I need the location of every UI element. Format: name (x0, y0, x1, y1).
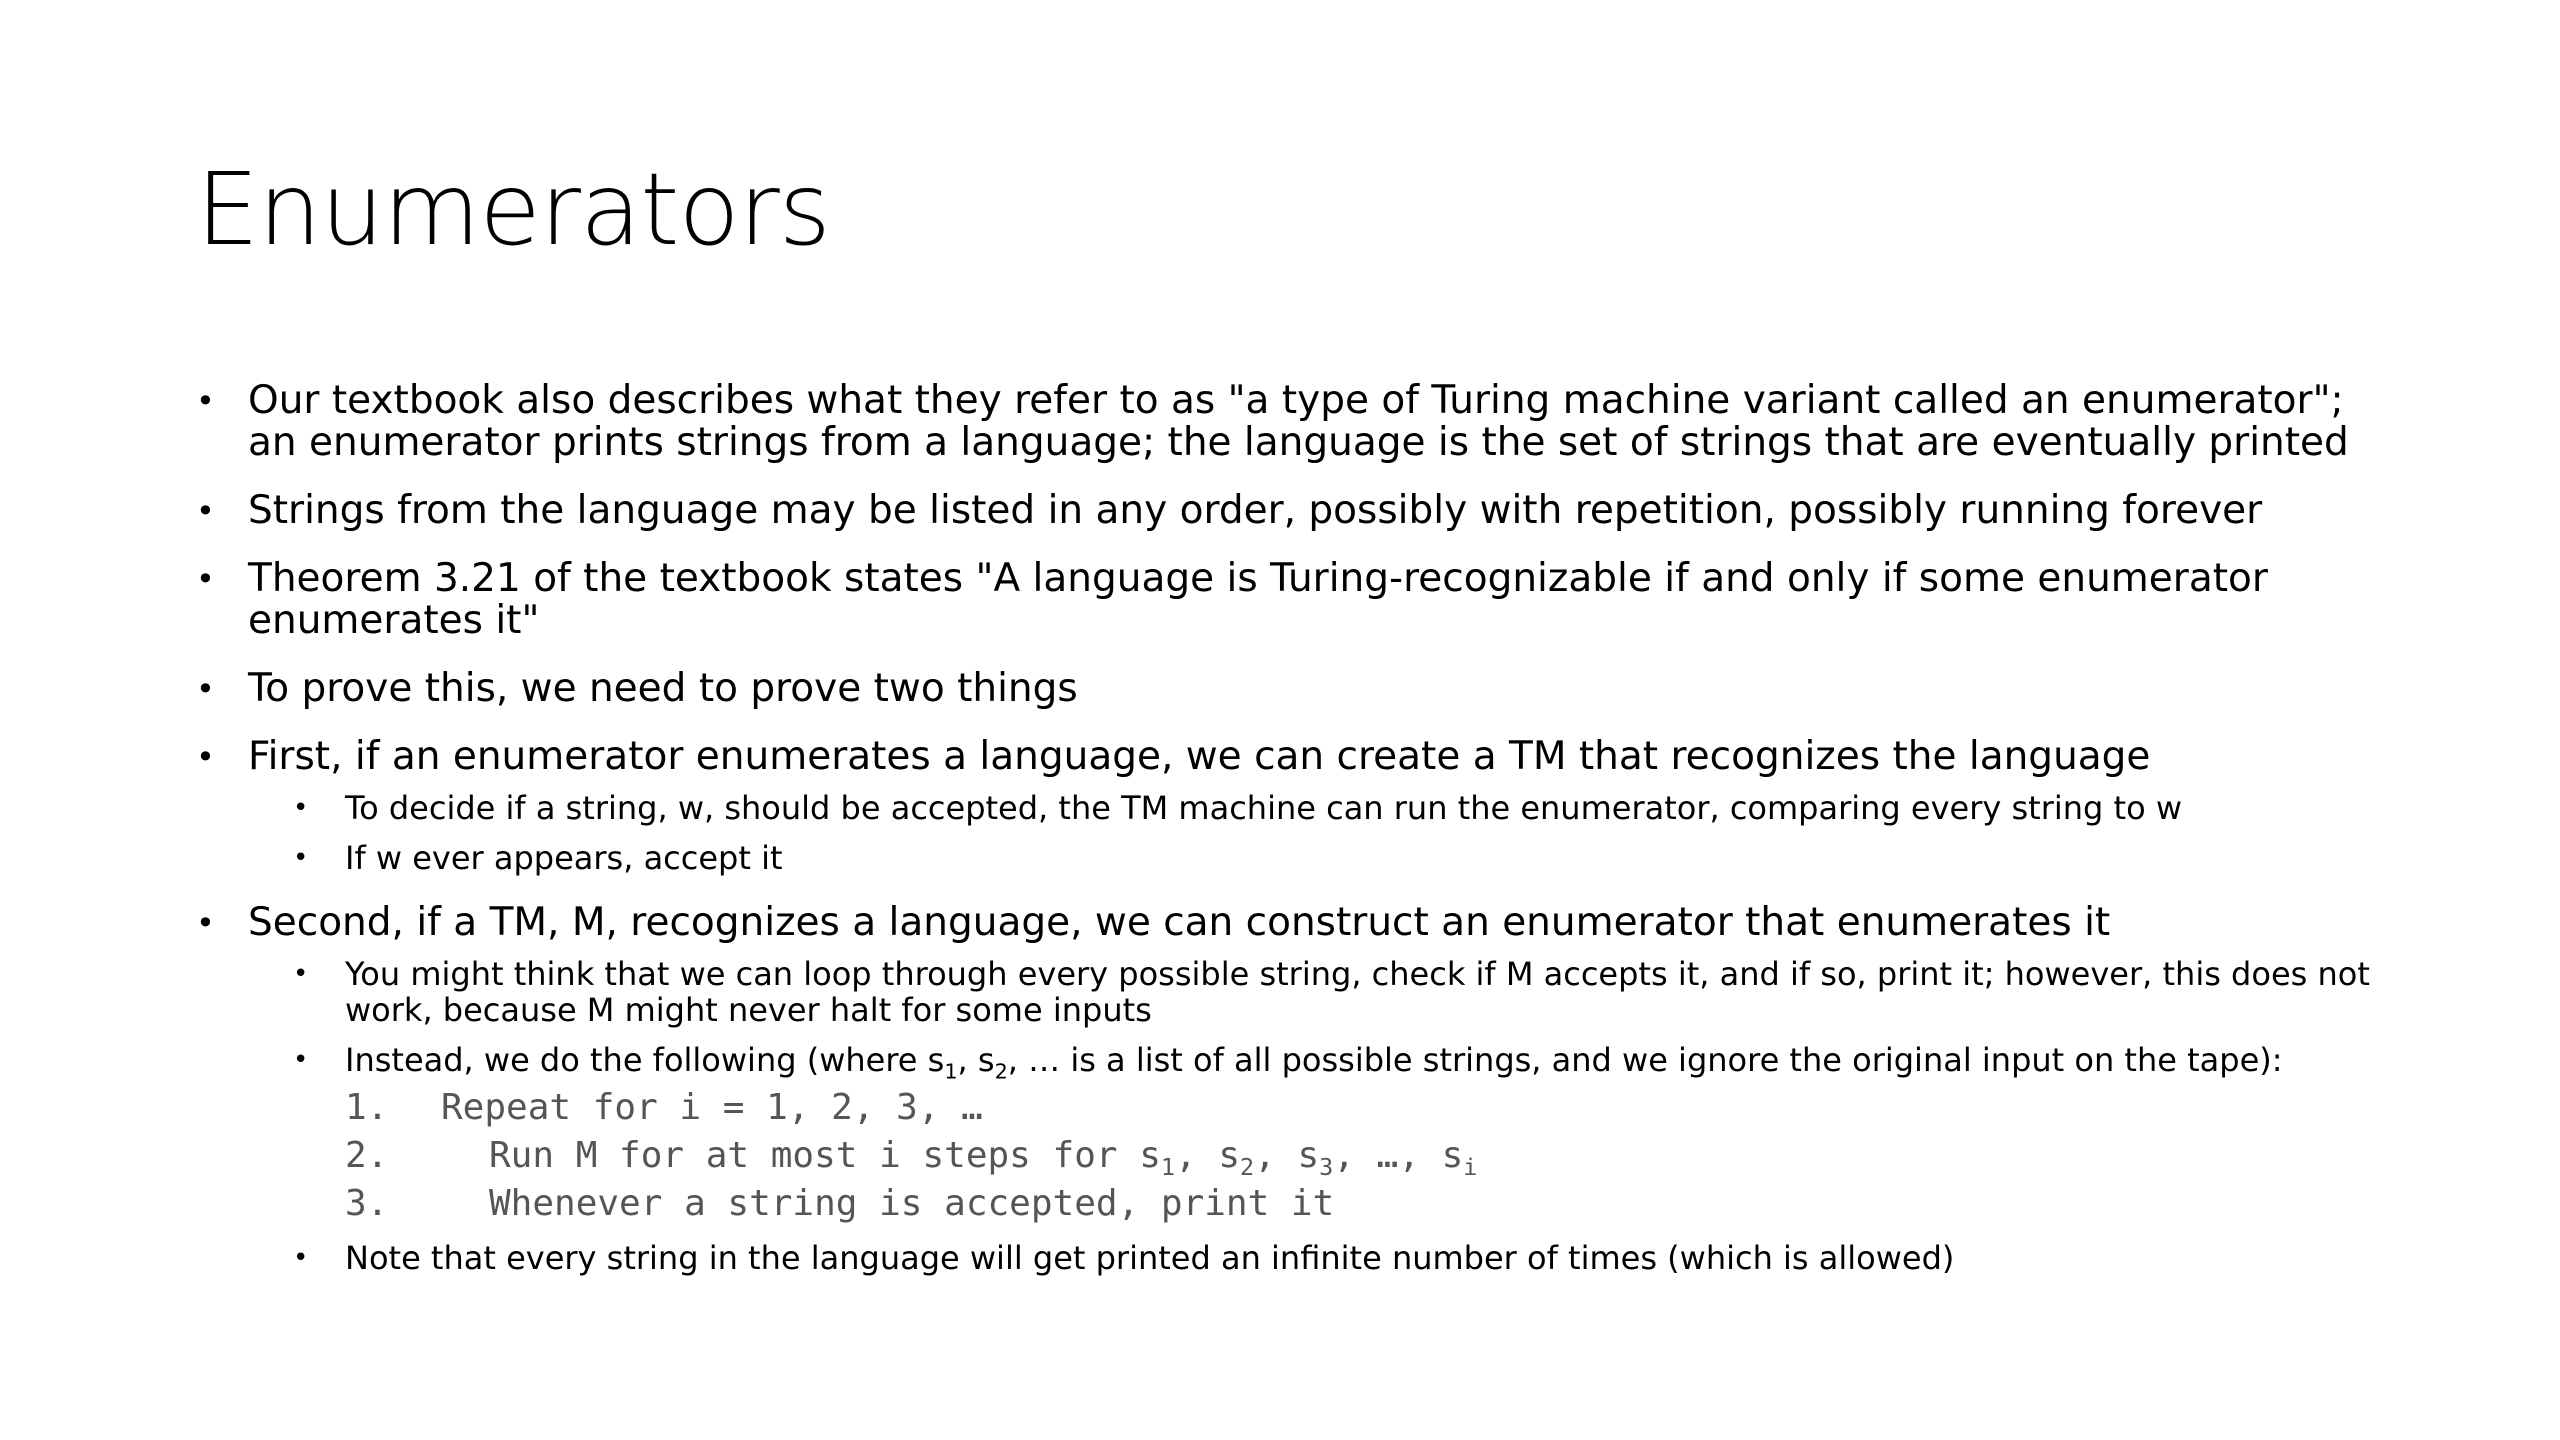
subscript: 1 (1160, 1153, 1175, 1182)
sub-bullet-item (293, 1041, 2396, 1084)
code-text: , s (1254, 1135, 1320, 1176)
sub-bullet-icon: • (293, 843, 309, 873)
bullet-icon: • (196, 492, 215, 530)
slide-title: Enumerators (196, 151, 830, 268)
bullet-item (196, 490, 2396, 532)
bullet-text: First, if an enumerator enumerates a language, we can create a TM that recognizes the language (248, 734, 2151, 779)
text-fragment: , s (957, 1041, 995, 1079)
pseudocode-line (345, 1132, 2396, 1180)
subscript: 2 (994, 1059, 1008, 1084)
sub-bullet-item (293, 840, 2396, 876)
bullet-icon: • (196, 738, 215, 776)
bullet-icon: • (196, 382, 215, 420)
line-number: 3. (345, 1183, 389, 1224)
bullet-icon: • (196, 560, 215, 598)
code-text: Repeat for i = 1, 2, 3, … (441, 1087, 983, 1128)
sub-bullet-text (345, 1041, 2283, 1084)
code-text: , s (1174, 1135, 1241, 1176)
sub-bullet-item (293, 956, 2396, 1028)
bullet-item (196, 736, 2396, 778)
pseudocode-block (293, 1084, 2396, 1228)
code-text: Run M for at most i steps for s (489, 1135, 1161, 1176)
bullet-text: Theorem 3.21 of the textbook states "A language is Turing-recognizable if and only if some enumerator enumerates it" (248, 556, 2268, 643)
sub-bullet-icon: • (293, 1045, 309, 1075)
text-fragment: Instead, we do the following (where s (345, 1041, 945, 1079)
sub-bullet-icon: • (293, 793, 309, 823)
sub-bullet-icon: • (293, 959, 309, 989)
sub-bullet-text: If w ever appears, accept it (345, 839, 783, 877)
subscript: 3 (1319, 1153, 1334, 1182)
sub-bullet-icon: • (293, 1243, 309, 1273)
bullet-item (196, 380, 2396, 464)
bullet-item (196, 558, 2396, 642)
sub-bullet-text: Note that every string in the language will get printed an infinite number of times (which is allowed) (345, 1239, 1955, 1277)
pseudocode-line (345, 1180, 2396, 1228)
bullet-text: To prove this, we need to prove two things (248, 666, 1078, 711)
sub-bullet-item (293, 1240, 2396, 1276)
subscript: 2 (1240, 1153, 1255, 1182)
pseudocode-line (345, 1084, 2396, 1132)
code-text: , …, s (1333, 1135, 1464, 1176)
line-number: 1. (345, 1087, 389, 1128)
slide-body (196, 380, 2396, 1290)
subscript: 1 (944, 1059, 958, 1084)
sub-bullet-text: You might think that we can loop through every possible string, check if M accepts it, and if so, print it; however, this does not work, because M might never halt for some inputs (345, 955, 2370, 1029)
sub-bullet-item (293, 790, 2396, 826)
sub-bullet-list (293, 956, 2396, 1276)
bullet-text: Our textbook also describes what they refer to as "a type of Turing machine variant called an enumerator"; an enumerator prints strings from a language; the language is the set of strings that are eventually printed (248, 378, 2349, 465)
code-text: Whenever a string is accepted, print it (489, 1183, 1335, 1224)
text-fragment: , … is a list of all possible strings, and we ignore the original input on the tape): (1007, 1041, 2283, 1079)
bullet-text: Strings from the language may be listed in any order, possibly with repetition, possibly running forever (248, 488, 2263, 533)
bullet-icon: • (196, 670, 215, 708)
bullet-text: Second, if a TM, M, recognizes a language, we can construct an enumerator that enumerates it (248, 900, 2111, 945)
subscript: i (1463, 1153, 1478, 1182)
bullet-item (196, 668, 2396, 710)
bullet-item (196, 902, 2396, 944)
sub-bullet-list (293, 790, 2396, 876)
line-number: 2. (345, 1135, 389, 1176)
bullet-icon: • (196, 904, 215, 942)
sub-bullet-text: To decide if a string, w, should be accepted, the TM machine can run the enumerator, comparing every string to w (345, 789, 2182, 827)
